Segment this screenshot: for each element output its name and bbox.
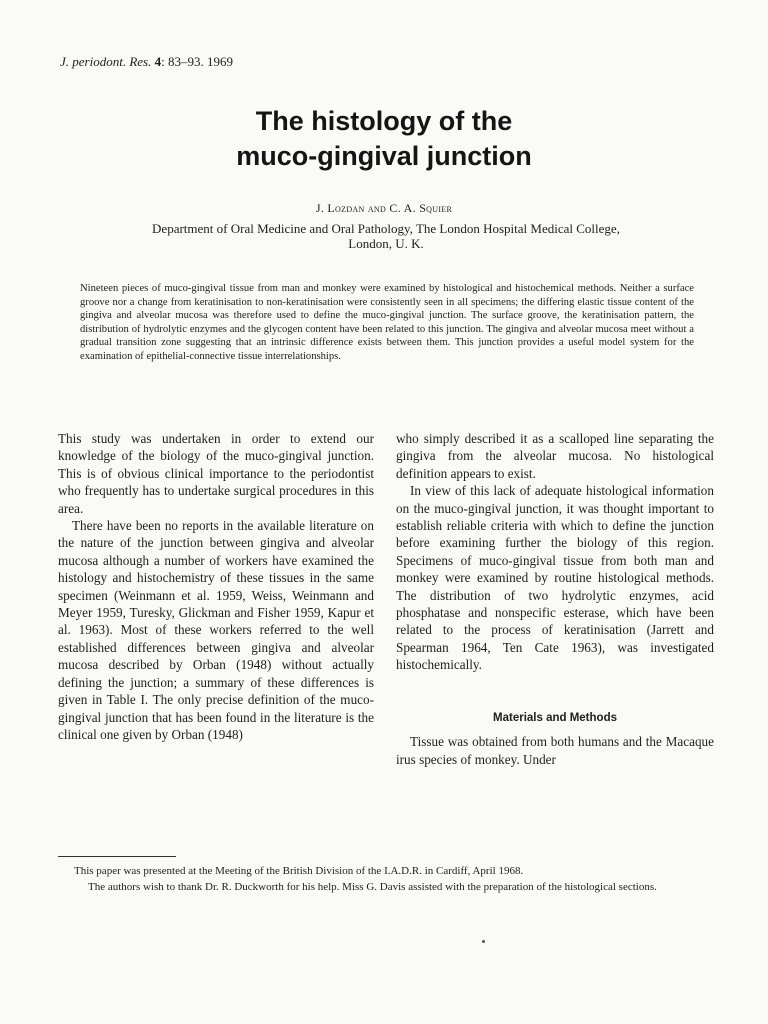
title-line-1: The histology of the <box>255 106 513 136</box>
section-heading: Materials and Methods <box>493 711 617 724</box>
abstract: Nineteen pieces of muco-gingival tissue from man and monkey were examined by histological and histochemical methods. Neither a surface groove nor a change from keratinisation to non-keratinisation were consistently seen in all specimens; the differing elastic tissue content of the gingiva and alveolar mucosa was therefore used to define the muco-gingival junction. The surface groove, the keratinisation pattern, the distribution of hydrolytic enzymes and the glycogen content have been related to this junction. The gingiva and alveolar mucosa meet without a gradual transition zone suggesting that an intrinsic difference exists between them. This junction provides a useful model system for the examination of epithelial-connective tissue interrelationships. <box>80 283 694 362</box>
footnote-divider <box>58 856 176 857</box>
journal-citation <box>60 54 233 70</box>
paragraph: This study was undertaken in order to extend our knowledge of the biology of the muco-gingival junction. This is of obvious clinical importance to the periodontist who frequently has to undertake surgical procedures in this area. <box>58 431 374 516</box>
journal-pages-year: : 83–93. 1969 <box>161 54 233 69</box>
paragraph: who simply described it as a scalloped line separating the gingiva from the alveolar mucosa. No histological definition appears to exist. <box>396 431 714 481</box>
title-line-2: muco-gingival junction <box>236 141 532 171</box>
right-column <box>396 430 714 768</box>
authors: J. Lozdan and C. A. Squier <box>315 201 453 215</box>
affiliation <box>78 221 694 251</box>
footnote: The authors wish to thank Dr. R. Duckworth for his help. Miss G. Davis assisted with the preparation of the histological sections. <box>88 881 657 893</box>
footnote: This paper was presented at the Meeting of the British Division of the I.A.D.R. in Cardiff, April 1968. <box>74 865 524 877</box>
affiliation-line-1: Department of Oral Medicine and Oral Pathology, The London Hospital Medical College, <box>152 221 620 236</box>
paragraph: Tissue was obtained from both humans and the Macaque irus species of monkey. Under <box>396 734 714 767</box>
affiliation-line-2: London, U. K. <box>348 236 424 251</box>
print-speck <box>482 940 485 943</box>
paragraph: There have been no reports in the available literature on the nature of the junction between gingiva and alveolar mucosa although a number of workers have examined the histology and histochemistry of these tissues in the same specimen (Weinmann et al. 1959, Weiss, Weinmann and Meyer 1959, Turesky, Glickman and Fisher 1959, Kapur et al. 1963). Most of these workers referred to the well established differences between gingiva and alveolar mucosa described by Orban (1948) without actually defining the junction; a summary of these differences is given in Table I. The only precise definition of the muco-gingival junction that has been found in the literature is the clinical one given by Orban (1948) <box>58 518 374 742</box>
paragraph: In view of this lack of adequate histological information on the muco-gingival junction, it was thought important to establish reliable criteria with which to define the junction before examining further the biology of this region. Specimens of muco-gingival tissue from both man and monkey were examined by routine histological methods. The distribution of two hydrolytic enzymes, acid phosphatase and nonspecific esterase, which have been related to the process of keratinisation (Jarrett and Spearman 1964, Ten Cate 1963), was investigated histochemically. <box>396 483 714 673</box>
footnotes <box>74 864 690 896</box>
journal-volume: 4 <box>154 54 162 69</box>
journal-name: J. periodont. Res. <box>60 54 152 69</box>
left-column <box>58 430 374 743</box>
article-title <box>0 104 768 174</box>
